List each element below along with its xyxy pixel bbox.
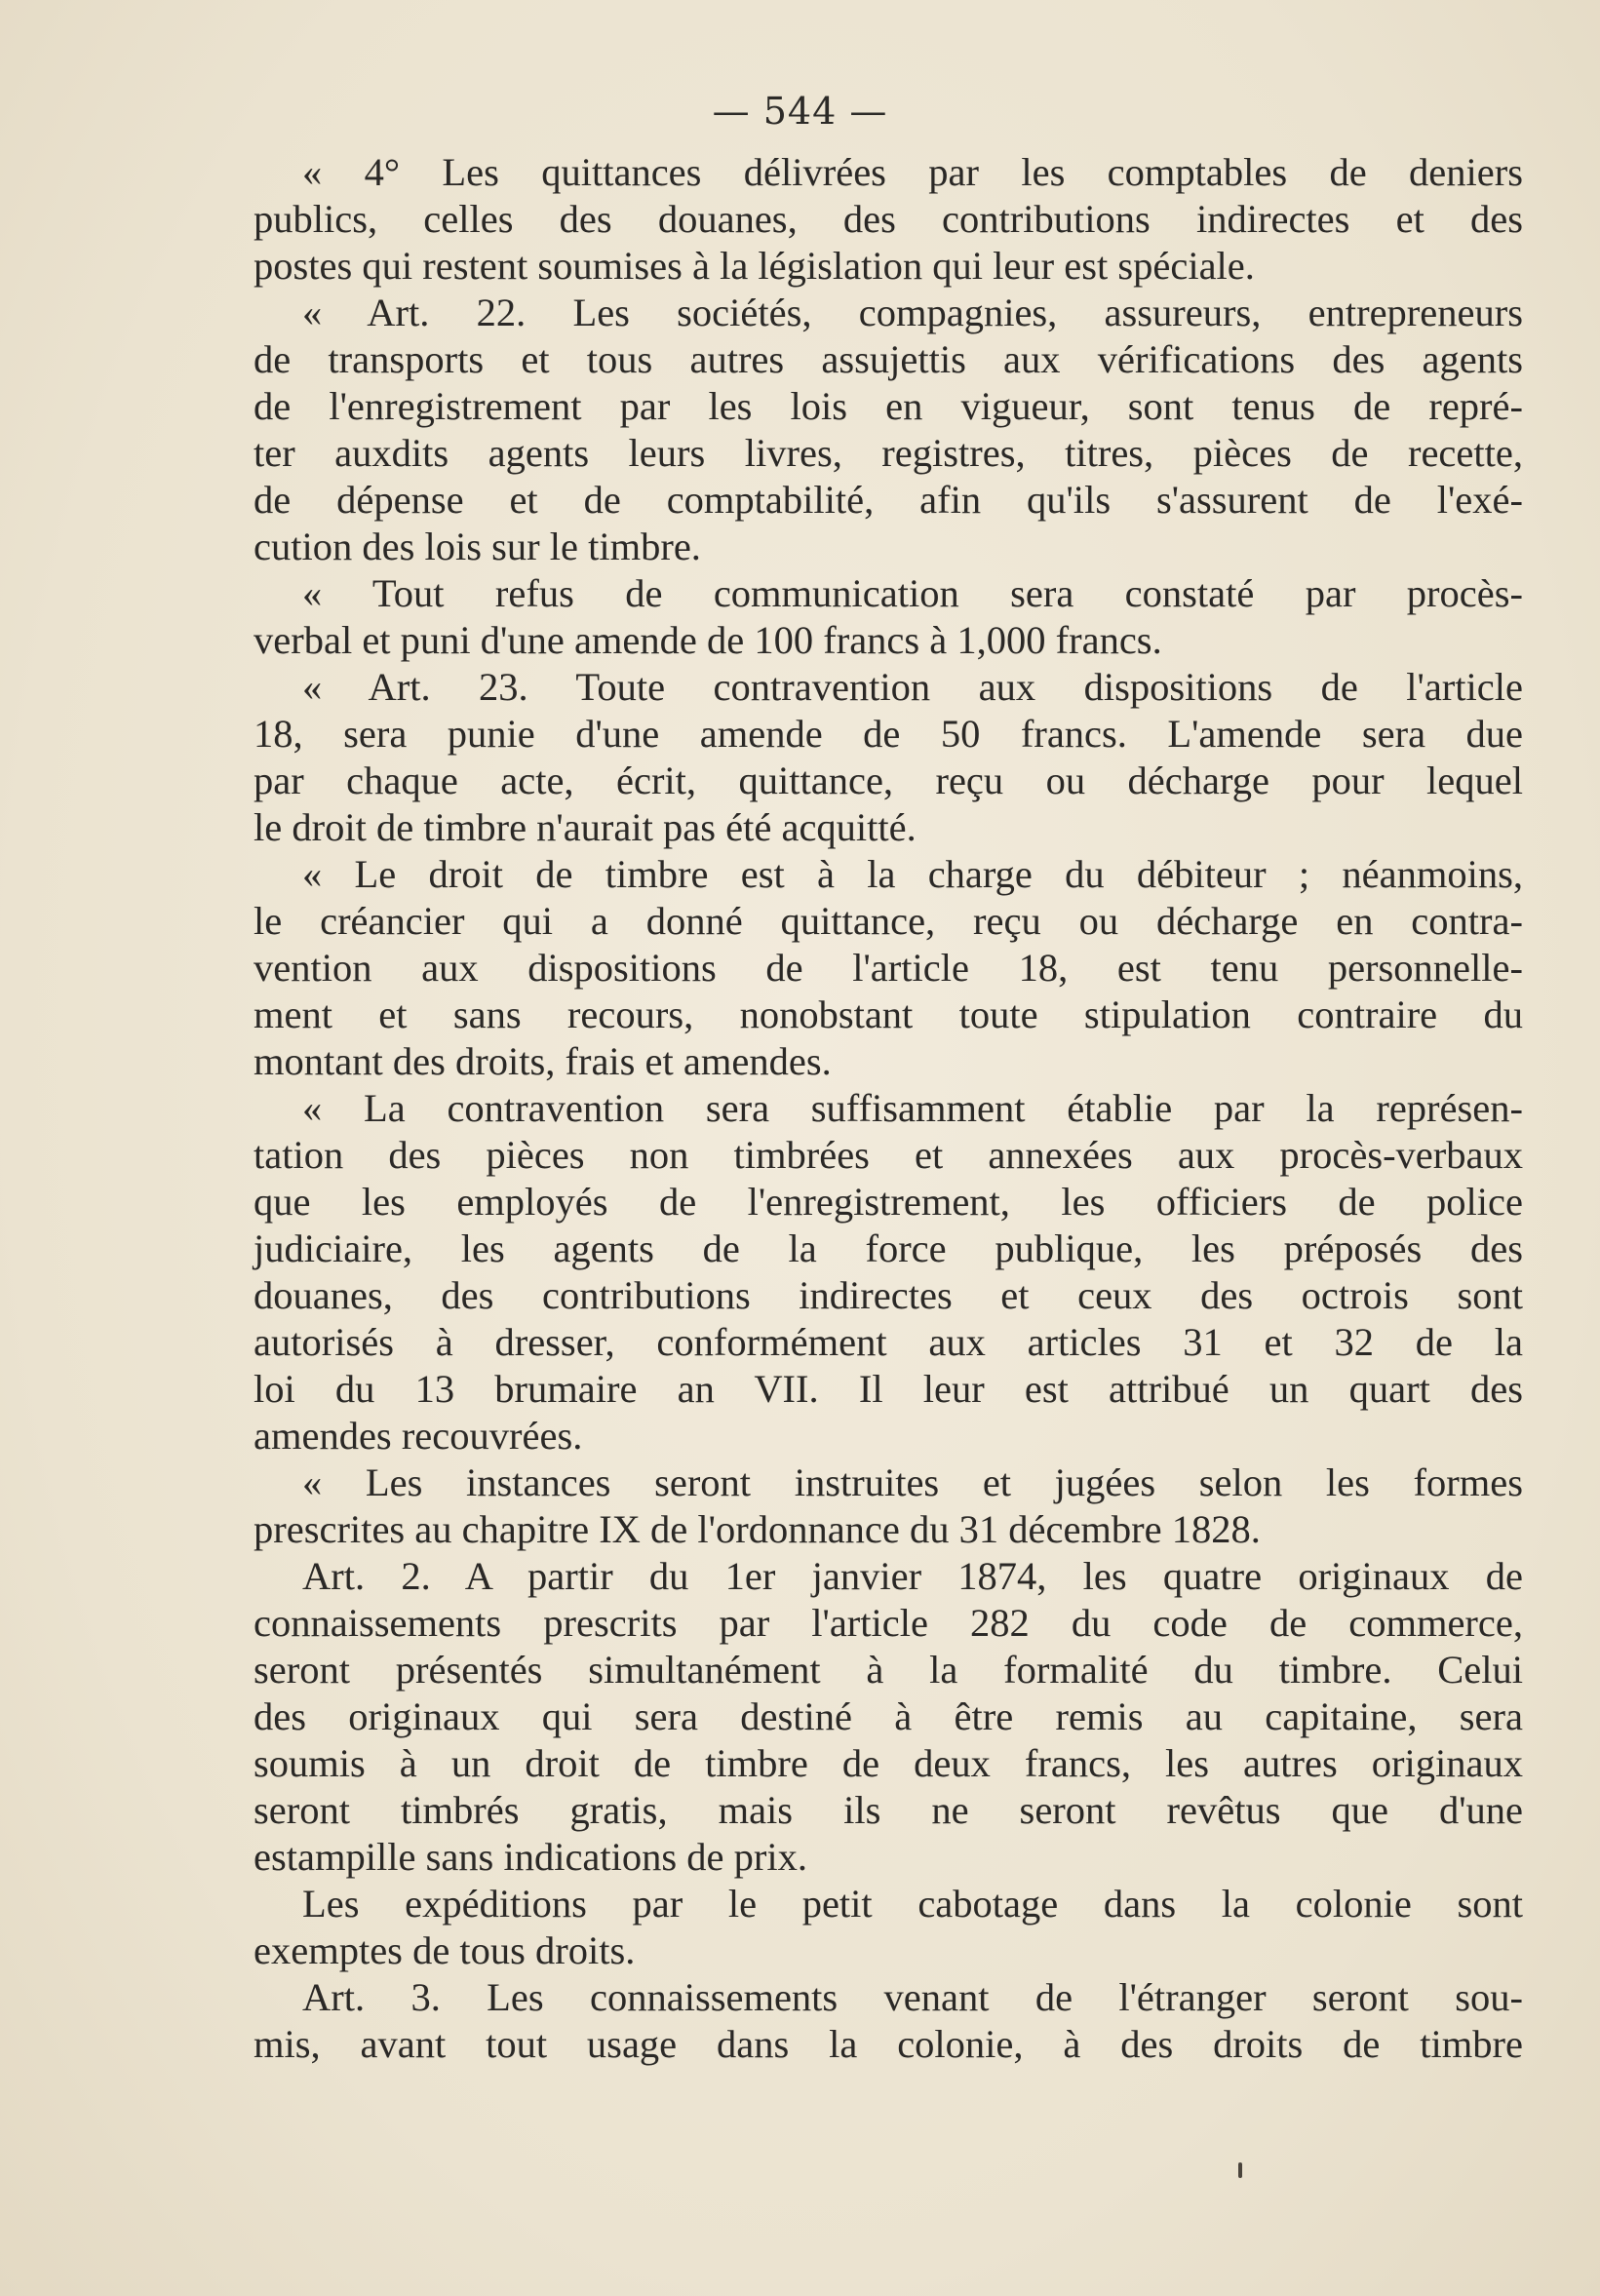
text-line: des originaux qui sera destiné à être remis au capitaine, sera <box>254 1694 1523 1738</box>
text-line: connaissements prescrits par l'article 282 du code de commerce, <box>254 1601 1523 1645</box>
text-line: « Le droit de timbre est à la charge du débiteur ; néanmoins, <box>302 852 1523 896</box>
text-line: douanes, des contributions indirectes et ceux des octrois sont <box>254 1273 1523 1317</box>
page-number: — 544 — <box>712 90 888 133</box>
text-line: « Tout refus de communication sera constaté par procès- <box>302 571 1523 615</box>
text-line: de dépense et de comptabilité, afin qu'ils s'assurent de l'exé- <box>254 478 1523 522</box>
text-line: cution des lois sur le timbre. <box>254 525 701 568</box>
text-line: verbal et puni d'une amende de 100 francs à 1,000 francs. <box>254 618 1162 662</box>
text-line: soumis à un droit de timbre de deux francs, les autres originaux <box>254 1741 1523 1785</box>
text-line: montant des droits, frais et amendes. <box>254 1039 832 1083</box>
text-line: exemptes de tous droits. <box>254 1928 636 1972</box>
body-text <box>254 149 1523 2068</box>
text-line: que les employés de l'enregistrement, les officiers de police <box>254 1180 1523 1224</box>
ink-speck <box>1238 2162 1242 2178</box>
text-line: ter auxdits agents leurs livres, registres, titres, pièces de recette, <box>254 431 1523 475</box>
text-line: publics, celles des douanes, des contributions indirectes et des <box>254 197 1523 241</box>
text-line: vention aux dispositions de l'article 18, est tenu personnelle- <box>254 946 1523 990</box>
text-line: prescrites au chapitre IX de l'ordonnance du 31 décembre 1828. <box>254 1507 1261 1551</box>
text-line: « Art. 23. Toute contravention aux dispositions de l'article <box>302 665 1523 709</box>
text-line: 18, sera punie d'une amende de 50 francs. L'amende sera due <box>254 712 1523 756</box>
text-line: « Art. 22. Les sociétés, compagnies, assureurs, entrepreneurs <box>302 291 1523 334</box>
text-line: judiciaire, les agents de la force publique, les préposés des <box>254 1226 1523 1270</box>
text-line: mis, avant tout usage dans la colonie, à des droits de timbre <box>254 2022 1523 2066</box>
text-line: seront timbrés gratis, mais ils ne seront revêtus que d'une <box>254 1788 1523 1832</box>
text-line: Art. 2. A partir du 1er janvier 1874, les quatre originaux de <box>302 1554 1523 1598</box>
text-line: loi du 13 brumaire an VII. Il leur est attribué un quart des <box>254 1367 1523 1411</box>
text-line: Art. 3. Les connaissements venant de l'étranger seront sou- <box>302 1975 1523 2019</box>
text-line: seront présentés simultanément à la formalité du timbre. Celui <box>254 1648 1523 1692</box>
text-line: estampille sans indications de prix. <box>254 1835 808 1879</box>
text-line: par chaque acte, écrit, quittance, reçu ou décharge pour lequel <box>254 759 1523 802</box>
text-line: postes qui restent soumises à la législation qui leur est spéciale. <box>254 244 1255 288</box>
text-line: autorisés à dresser, conformément aux articles 31 et 32 de la <box>254 1320 1523 1364</box>
text-line: amendes recouvrées. <box>254 1414 583 1458</box>
text-line: de transports et tous autres assujettis aux vérifications des agents <box>254 337 1523 381</box>
text-line: le créancier qui a donné quittance, reçu ou décharge en contra- <box>254 899 1523 943</box>
text-line: Les expéditions par le petit cabotage dans la colonie sont <box>302 1882 1523 1926</box>
text-line: ment et sans recours, nonobstant toute stipulation contraire du <box>254 992 1523 1036</box>
text-line: « 4° Les quittances délivrées par les comptables de deniers <box>302 150 1523 194</box>
text-line: « Les instances seront instruites et jugées selon les formes <box>302 1460 1523 1504</box>
text-line: de l'enregistrement par les lois en vigueur, sont tenus de repré- <box>254 384 1523 428</box>
text-line: tation des pièces non timbrées et annexées aux procès-verbaux <box>254 1133 1523 1177</box>
text-line: « La contravention sera suffisamment établie par la représen- <box>302 1086 1523 1130</box>
text-line: le droit de timbre n'aurait pas été acquitté. <box>254 805 917 849</box>
